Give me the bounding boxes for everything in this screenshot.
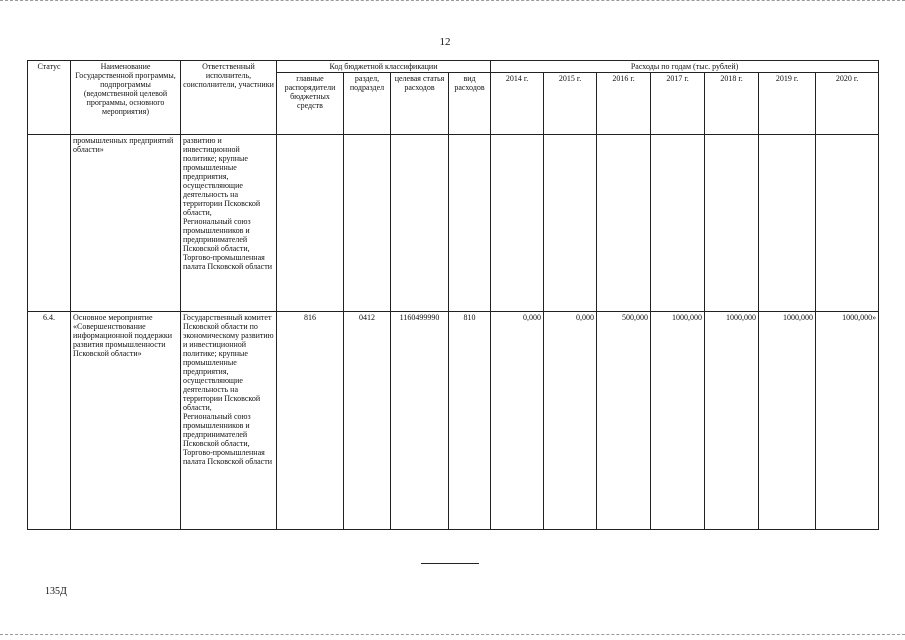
cell-value: 1000,000 bbox=[651, 312, 705, 530]
header-year: 2015 г. bbox=[544, 73, 597, 135]
header-name: Наименование Государственной программы, подпрограммы (ведомственной целевой программы, основного мероприятия) bbox=[71, 61, 181, 135]
responsible-line: Региональный союз промышленников и предпринимателей Псковской области, bbox=[183, 217, 251, 253]
page-number: 12 bbox=[439, 36, 451, 48]
cell-value bbox=[491, 135, 544, 312]
cell-value: 500,000 bbox=[597, 312, 651, 530]
header-year: 2014 г. bbox=[491, 73, 544, 135]
cell-value bbox=[544, 135, 597, 312]
cell-responsible bbox=[181, 312, 277, 530]
cell-value: 0,000 bbox=[491, 312, 544, 530]
cell-name: промышленных предприятий области» bbox=[71, 135, 181, 312]
header-budget-code: Код бюджетной классификации bbox=[277, 61, 491, 73]
cell-type bbox=[449, 135, 491, 312]
header-responsible: Ответственный исполнитель, соисполнители, участники bbox=[181, 61, 277, 135]
cell-section bbox=[344, 135, 391, 312]
scan-edge-bottom bbox=[0, 634, 905, 637]
header-year: 2017 г. bbox=[651, 73, 705, 135]
cell-value bbox=[651, 135, 705, 312]
cell-status: 6.4. bbox=[28, 312, 71, 530]
table-row bbox=[28, 135, 879, 312]
footer-divider bbox=[421, 563, 479, 564]
header-row-top bbox=[28, 61, 879, 73]
cell-type: 810 bbox=[449, 312, 491, 530]
cell-grbs bbox=[277, 135, 344, 312]
cell-value bbox=[759, 135, 816, 312]
cell-name: Основное мероприятие «Совершенствование информационной поддержки развития промышленности Псковской области» bbox=[71, 312, 181, 530]
footer-code: 135Д bbox=[45, 586, 67, 597]
responsible-line: Государственный комитет Псковской области по экономическому развитию и инвестиционной политике; крупные промышленные предприятия, осуществляющие деятельность на территории Псковской области, bbox=[183, 313, 274, 412]
cell-status bbox=[28, 135, 71, 312]
cell-target bbox=[391, 135, 449, 312]
table-row bbox=[28, 312, 879, 530]
header-year: 2016 г. bbox=[597, 73, 651, 135]
budget-table bbox=[27, 60, 879, 530]
cell-grbs: 816 bbox=[277, 312, 344, 530]
cell-responsible bbox=[181, 135, 277, 312]
cell-value: 1000,000 bbox=[705, 312, 759, 530]
scan-edge-top bbox=[0, 0, 905, 3]
responsible-line: Торгово-промышленная палата Псковской области bbox=[183, 253, 272, 271]
header-section: раздел, подраздел bbox=[344, 73, 391, 135]
header-year: 2020 г. bbox=[816, 73, 879, 135]
header-year: 2019 г. bbox=[759, 73, 816, 135]
responsible-line: Региональный союз промышленников и предпринимателей Псковской области, bbox=[183, 412, 251, 448]
cell-value bbox=[705, 135, 759, 312]
header-expenses: Расходы по годам (тыс. рублей) bbox=[491, 61, 879, 73]
header-status: Статус bbox=[28, 61, 71, 135]
cell-value: 0,000 bbox=[544, 312, 597, 530]
responsible-line: развитию и инвестиционной политике; крупные промышленные предприятия, осуществляющие деятельность на территории Псковской области, bbox=[183, 136, 261, 217]
header-type: вид расходов bbox=[449, 73, 491, 135]
cell-value: 1000,000 bbox=[759, 312, 816, 530]
header-target: целевая статья расходов bbox=[391, 73, 449, 135]
header-year: 2018 г. bbox=[705, 73, 759, 135]
header-grbs: главные распорядители бюджетных средств bbox=[277, 73, 344, 135]
cell-target: 1160499990 bbox=[391, 312, 449, 530]
cell-value bbox=[597, 135, 651, 312]
cell-value: 1000,000» bbox=[816, 312, 879, 530]
cell-value bbox=[816, 135, 879, 312]
cell-section: 0412 bbox=[344, 312, 391, 530]
responsible-line: Торгово-промышленная палата Псковской области bbox=[183, 448, 272, 466]
